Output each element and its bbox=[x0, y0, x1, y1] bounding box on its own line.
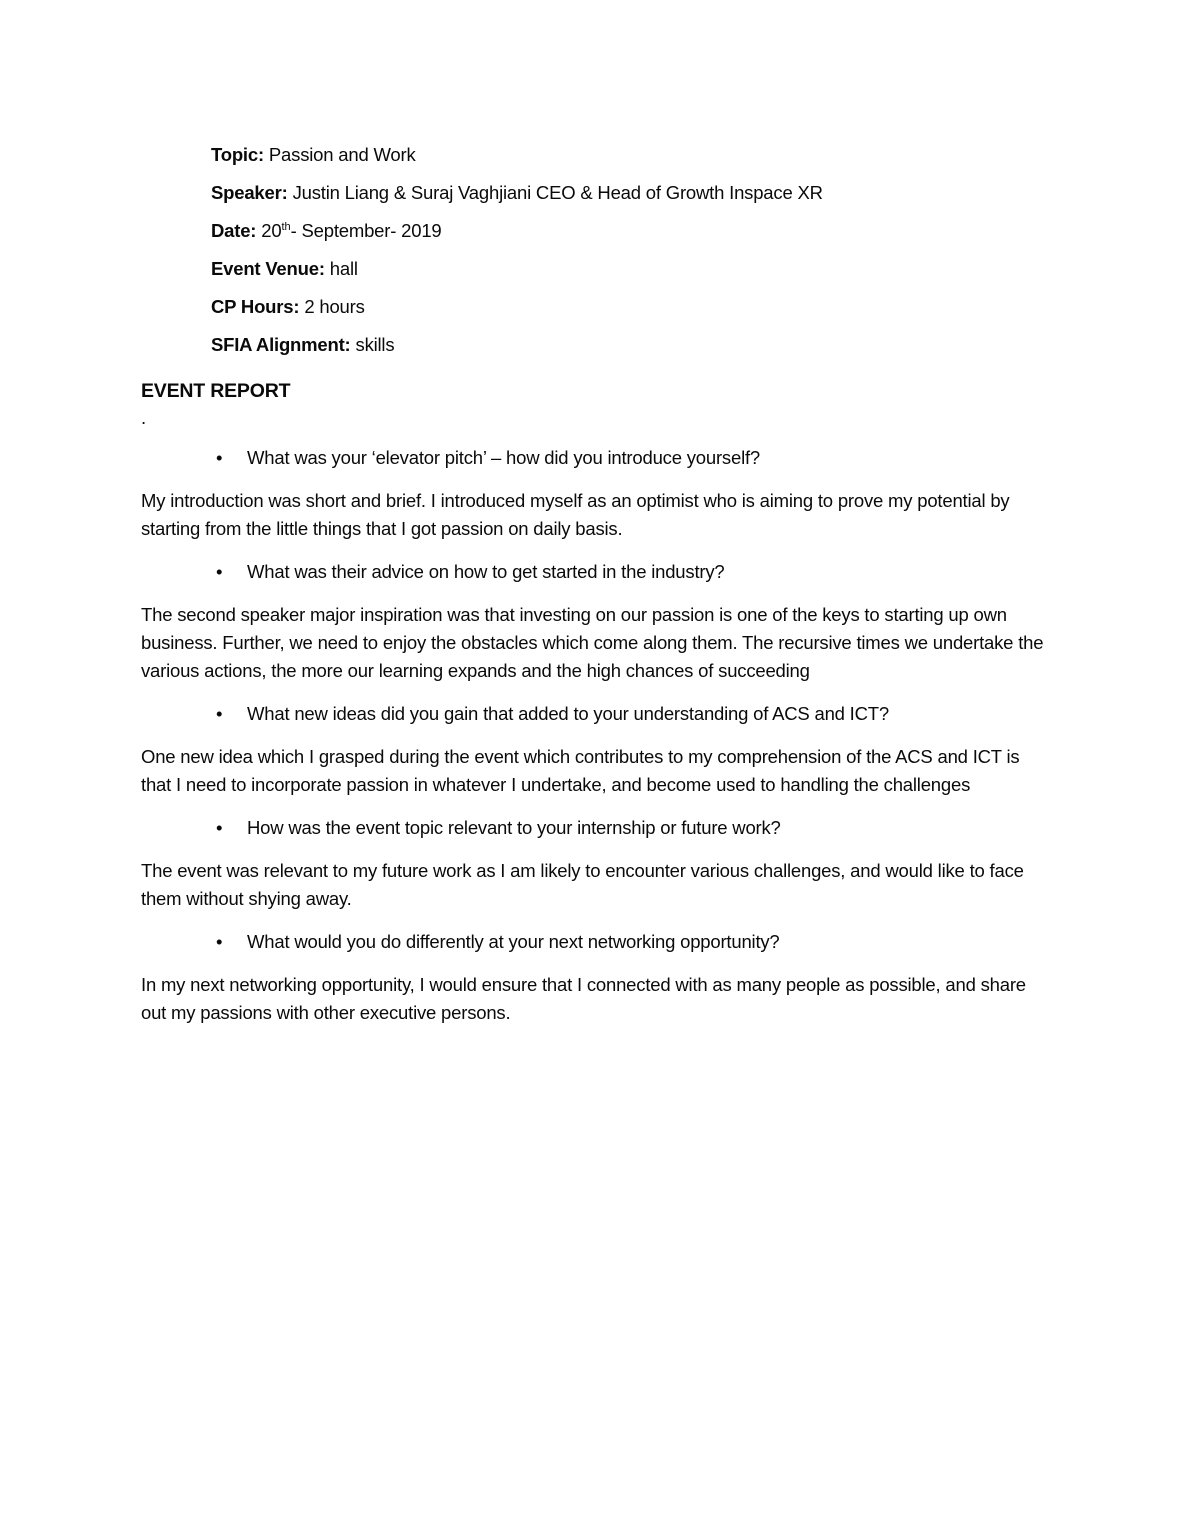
question-text-1: What was your ‘elevator pitch’ – how did you introduce yourself? bbox=[247, 447, 761, 468]
event-report-heading: EVENT REPORT bbox=[141, 380, 291, 402]
answer-text-4: The event was relevant to my future work as I am likely to encounter various challenges, and would like to face them without shying away. bbox=[141, 860, 1024, 909]
qa-item-5 bbox=[141, 928, 1054, 1027]
question-row-4 bbox=[141, 814, 1054, 842]
meta-value-cp-hours: 2 hours bbox=[304, 296, 365, 317]
bullet-icon: • bbox=[216, 931, 223, 952]
answer-text-3: One new idea which I grasped during the event which contributes to my comprehension of the ACS and ICT is that I need to incorporate passion in whatever I undertake, and become used to handling the challenges bbox=[141, 746, 1020, 795]
meta-label-speaker: Speaker: bbox=[211, 182, 288, 203]
meta-value-speaker: Justin Liang & Suraj Vaghjiani CEO & Head of Growth Inspace XR bbox=[292, 182, 823, 203]
question-row-1 bbox=[141, 444, 1054, 472]
stray-period: . bbox=[141, 407, 146, 428]
meta-label-cp-hours: CP Hours: bbox=[211, 296, 300, 317]
meta-label-venue: Event Venue: bbox=[211, 258, 325, 279]
qa-item-3 bbox=[141, 700, 1054, 799]
question-text-3: What new ideas did you gain that added to your understanding of ACS and ICT? bbox=[247, 703, 889, 724]
question-row-2 bbox=[141, 558, 1054, 586]
answer-text-1: My introduction was short and brief. I introduced myself as an optimist who is aiming to prove my potential by starting from the little things that I got passion on daily basis. bbox=[141, 490, 1010, 539]
qa-item-2 bbox=[141, 558, 1054, 685]
answer-text-5: In my next networking opportunity, I would ensure that I connected with as many people as possible, and share out my passions with other executive persons. bbox=[141, 974, 1026, 1023]
date-rest: - September- 2019 bbox=[290, 220, 442, 241]
meta-value-venue: hall bbox=[329, 258, 358, 279]
bullet-icon: • bbox=[216, 561, 223, 582]
question-text-2: What was their advice on how to get started in the industry? bbox=[247, 561, 725, 582]
meta-label-topic: Topic: bbox=[211, 144, 264, 165]
bullet-icon: • bbox=[216, 817, 223, 838]
meta-value-topic: Passion and Work bbox=[268, 144, 416, 165]
qa-item-1 bbox=[141, 444, 1054, 543]
qa-item-4 bbox=[141, 814, 1054, 913]
question-text-4: How was the event topic relevant to your internship or future work? bbox=[247, 817, 781, 838]
bullet-icon: • bbox=[216, 447, 223, 468]
meta-row-venue bbox=[211, 255, 1054, 283]
meta-row-date bbox=[211, 217, 1054, 245]
question-row-3 bbox=[141, 700, 1054, 728]
bullet-icon: • bbox=[216, 703, 223, 724]
meta-row-speaker bbox=[211, 179, 1054, 207]
question-row-5 bbox=[141, 928, 1054, 956]
meta-value-date bbox=[261, 220, 441, 241]
meta-label-date: Date: bbox=[211, 220, 257, 241]
metadata-block bbox=[141, 141, 1054, 359]
meta-value-sfia: skills bbox=[355, 334, 395, 355]
meta-label-sfia: SFIA Alignment: bbox=[211, 334, 351, 355]
meta-row-topic bbox=[211, 141, 1054, 169]
meta-row-cp-hours bbox=[211, 293, 1054, 321]
meta-row-sfia bbox=[211, 331, 1054, 359]
date-ordinal-suffix: th bbox=[281, 220, 291, 233]
question-text-5: What would you do differently at your next networking opportunity? bbox=[247, 931, 780, 952]
answer-text-2: The second speaker major inspiration was that investing on our passion is one of the keys to starting up own business. Further, we need to enjoy the obstacles which come along them. The recursive times we undertake the various actions, the more our learning expands and the high chances of succeeding bbox=[141, 604, 1044, 681]
date-day: 20 bbox=[261, 220, 282, 241]
